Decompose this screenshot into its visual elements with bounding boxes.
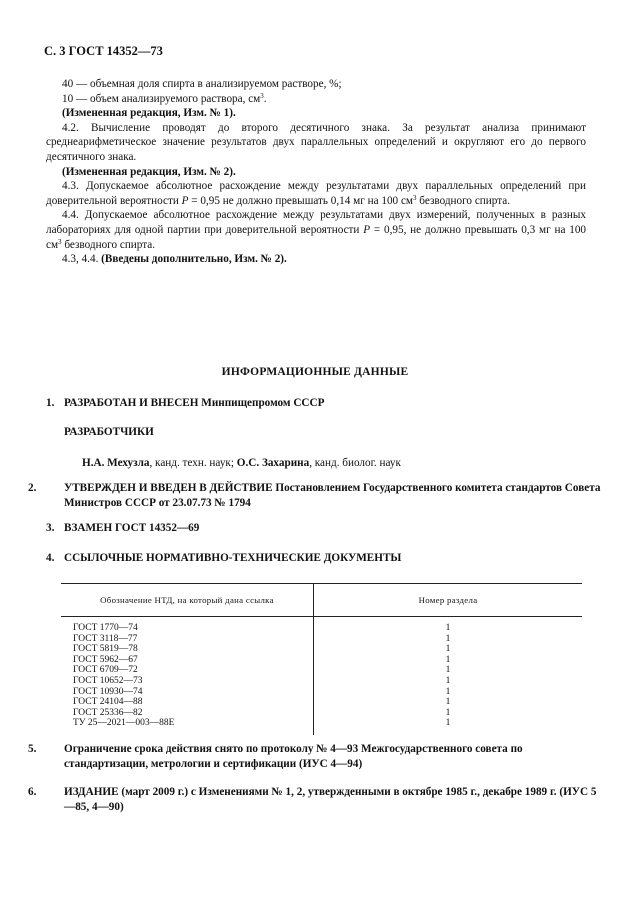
table-cell-section: 1 [445,707,451,718]
table-cell-section: 1 [445,633,451,644]
paragraph-formula-40: 40 — объемная доля спирта в анализируемом растворе, %; [62,78,342,90]
info-item-4: 4. ССЫЛОЧНЫЕ НОРМАТИВНО-ТЕХНИЧЕСКИЕ ДОКУМЕНТЫ [46,552,402,564]
paragraph-4-3: 4.3. Допускаемое абсолютное расхождение между результатами двух параллельных определений при доверительной вероятности Р = 0,95 не должно превышать 0,14 мг на 100 $см^3$ безводного спирта. [46,180,586,207]
table-cell-section: 1 [445,686,451,697]
paragraph-formula-10: 10 — объем анализируемого раствора, $см^3$. [62,91,267,105]
table-cell-doc: ТУ 25—2021—003—88Е [61,718,314,729]
table-header-doc: Обозначение НТД, на который дана ссылка [61,584,314,617]
table-row [61,655,582,666]
info-item-1: 1. РАЗРАБОТАН И ВНЕСЕН Минпищепромом СССР [46,397,325,409]
info-item-6: 6. ИЗДАНИЕ (март 2009 г.) с Изменениями № 1, 2, утвержденными в октябре 1985 г., декабре 1989 г. (ИУС 5—85, 4—90) [28,786,597,813]
amendment-note-1: (Измененная редакция, Изм. № 1). [62,107,236,120]
table-cell-doc: ГОСТ 6709—72 [61,665,314,676]
references-table [61,583,582,735]
table-row [61,634,582,645]
table-cell-doc: ГОСТ 24104—88 [61,697,314,708]
table-cell-section: 1 [445,623,451,633]
table-cell-section: 1 [445,644,451,655]
table-cell-doc: ГОСТ 10930—74 [61,687,314,698]
amendment-note-2: (Измененная редакция, Изм. № 2). [62,165,236,178]
table-cell-section: 1 [445,665,451,676]
table-row [61,708,582,719]
developers-list: Н.А. Мехузла, канд. техн. наук; О.С. Захарина, канд. биолог. наук [82,457,401,469]
info-item-5: 5. Ограничение срока действия снято по протоколу № 4—93 Межгосударственного совета по стандартизации, метрологии и сертификации (ИУС 4—94) [28,743,523,770]
table-row [61,718,582,729]
table-cell-doc: ГОСТ 3118—77 [61,634,314,645]
table-cell-section: 1 [445,675,451,686]
table-row [61,676,582,687]
table-row [61,644,582,655]
info-item-3: 3. ВЗАМЕН ГОСТ 14352—69 [46,522,200,534]
table-cell-section: 1 [445,697,451,708]
paragraph-4-4: 4.4. Допускаемое абсолютное расхождение между результатами двух измерений, полученных в разных лабораториях для одной партии при доверительной вероятности Р = 0,95, не должно превышать 0,3 мг на 100 $см^3$ безводного спирта. [46,209,587,251]
page-header: С. 3 ГОСТ 14352—73 [44,44,163,58]
table-row [61,665,582,676]
table-cell-doc: ГОСТ 5962—67 [61,655,314,666]
info-section-title: ИНФОРМАЦИОННЫЕ ДАННЫЕ [221,366,409,378]
table-cell-section: 1 [445,654,451,665]
paragraph-4-2: 4.2. Вычисление проводят до второго десятичного знака. За результат анализа принимают среднеарифметическое значение результатов двух параллельных определений и округляют его до первого десятичного знака. [46,121,586,163]
table-row [61,697,582,708]
paragraph-4-3-4-4-note: 4.3, 4.4. (Введены дополнительно, Изм. № 2). [62,253,287,266]
info-item-2: 2. УТВЕРЖДЕН И ВВЕДЕН В ДЕЙСТВИЕ Постановлением Государственного комитета стандартов Совета Министров СССР от 23.07.73 № 1794 [28,482,601,509]
developers-label: РАЗРАБОТЧИКИ [64,426,154,438]
table-cell-doc: ГОСТ 10652—73 [61,676,314,687]
table-row [61,687,582,698]
table-cell-doc: ГОСТ 25336—82 [61,708,314,719]
body-text [46,77,586,267]
table-header-section: Номер раздела [314,584,583,617]
table-cell-doc: ГОСТ 5819—78 [61,644,314,655]
table-row [61,623,582,634]
table-cell-doc: ГОСТ 1770—74 [61,623,314,634]
table-cell-section: 1 [445,718,451,729]
